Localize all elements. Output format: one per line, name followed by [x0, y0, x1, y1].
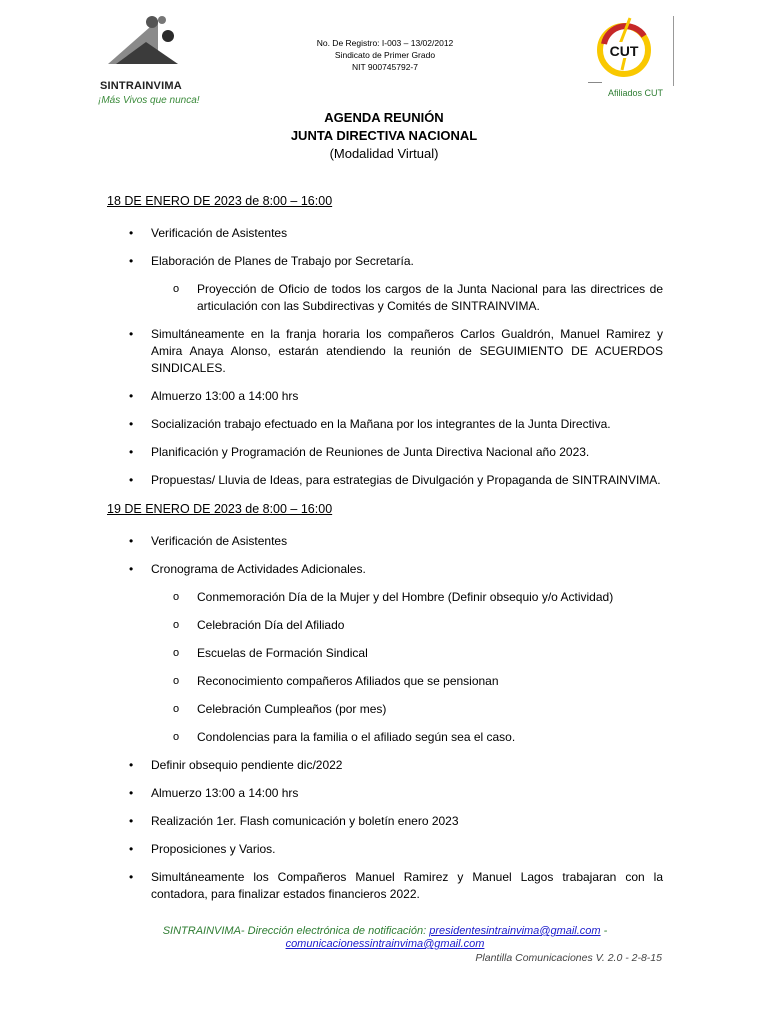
registro-number: No. De Registro: I-003 – 13/02/2012: [316, 38, 454, 48]
agenda-item: [107, 416, 663, 433]
agenda-item-text: Planificación y Programación de Reuniones de Junta Directiva Nacional año 2023.: [151, 445, 590, 459]
agenda-subitem: [107, 281, 663, 315]
agenda-item-text: Socialización trabajo efectuado en la Mañana por los integrantes de la Junta Directiva.: [151, 417, 611, 431]
footer-prefix: SINTRAINVIMA- Dirección electrónica de notificación:: [162, 925, 430, 937]
agenda-item: [107, 785, 663, 802]
agenda-item-text: Elaboración de Planes de Trabajo por Secretaría.: [151, 254, 414, 268]
header-vertical-rule: [673, 16, 674, 86]
dot-bullet-icon: •: [129, 842, 134, 856]
cut-dash: [588, 82, 602, 83]
dot-bullet-icon: •: [129, 870, 134, 884]
agenda-item-text: Escuelas de Formación Sindical: [197, 646, 368, 660]
cut-logo: [590, 14, 670, 84]
agenda-item-text: Propuestas/ Lluvia de Ideas, para estrategias de Divulgación y Propaganda de SINTRAINVIMA.: [151, 473, 661, 487]
agenda-item: [107, 813, 663, 830]
section-spacer: [107, 903, 663, 913]
section-spacer: [107, 489, 663, 499]
agenda-item-text: Proposiciones y Varios.: [151, 842, 276, 856]
circle-bullet-icon: o: [173, 703, 180, 715]
footer: [110, 925, 660, 951]
email-link-comunicaciones[interactable]: comunicacionessintrainvima@gmail.com: [285, 938, 485, 950]
cut-emblem-icon: [590, 14, 662, 80]
agenda-item: [107, 225, 663, 242]
agenda-subitem: [107, 645, 663, 662]
agenda-title: [0, 109, 768, 163]
title-line-2: JUNTA DIRECTIVA NACIONAL: [290, 128, 478, 143]
agenda-item: [107, 326, 663, 377]
agenda-item-text: Almuerzo 13:00 a 14:00 hrs: [151, 389, 299, 403]
dot-bullet-icon: •: [129, 786, 134, 800]
agenda-item: [107, 869, 663, 903]
agenda-item-text: Proyección de Oficio de todos los cargos de la Junta Nacional para las directrices de articulación con las Subdirectivas y Comités de SINTRAINVIMA.: [197, 282, 663, 313]
agenda-item-text: Almuerzo 13:00 a 14:00 hrs: [151, 786, 299, 800]
agenda-item-text: Condolencias para la familia o el afiliado según sea el caso.: [197, 730, 516, 744]
agenda-content: [107, 193, 663, 913]
agenda-item: [107, 561, 663, 578]
agenda-item: [107, 444, 663, 461]
day-heading: 18 DE ENERO DE 2023 de 8:00 – 16:00: [107, 194, 333, 208]
email-link-presidente[interactable]: presidentesintrainvima@gmail.com: [429, 925, 601, 937]
agenda-item-text: Cronograma de Actividades Adicionales.: [151, 562, 366, 576]
org-name: SINTRAINVIMA: [100, 80, 182, 92]
dot-bullet-icon: •: [129, 445, 134, 459]
agenda-item-text: Conmemoración Día de la Mujer y del Hombre (Definir obsequio y/o Actividad): [197, 590, 614, 604]
agenda-item: [107, 757, 663, 774]
dot-bullet-icon: •: [129, 473, 134, 487]
circle-bullet-icon: o: [173, 283, 180, 295]
agenda-item-text: Celebración Cumpleaños (por mes): [197, 702, 387, 716]
dot-bullet-icon: •: [129, 327, 134, 341]
title-line-3: (Modalidad Virtual): [329, 146, 439, 161]
agenda-subitem: [107, 617, 663, 634]
agenda-item-text: Reconocimiento compañeros Afiliados que se pensionan: [197, 674, 499, 688]
agenda-subitem: [107, 589, 663, 606]
agenda-item-text: Simultáneamente los Compañeros Manuel Ramirez y Manuel Lagos trabajaran con la contadora, para finalizar estados financieros 2022.: [151, 870, 663, 901]
dot-bullet-icon: •: [129, 758, 134, 772]
dot-bullet-icon: •: [129, 417, 134, 431]
dot-bullet-icon: •: [129, 562, 134, 576]
org-slogan: ¡Más Vivos que nunca!: [98, 95, 200, 106]
footer-separator: -: [600, 925, 608, 937]
cut-logo-text: CUT: [609, 43, 639, 59]
template-version: Plantilla Comunicaciones V. 2.0 - 2-8-15: [475, 952, 662, 964]
circle-bullet-icon: o: [173, 675, 180, 687]
agenda-subitem: [107, 729, 663, 746]
circle-bullet-icon: o: [173, 731, 180, 743]
day-heading: 19 DE ENERO DE 2023 de 8:00 – 16:00: [107, 502, 333, 516]
circle-bullet-icon: o: [173, 647, 180, 659]
agenda-subitem: [107, 701, 663, 718]
circle-bullet-icon: o: [173, 591, 180, 603]
dot-bullet-icon: •: [129, 814, 134, 828]
agenda-item-text: Verificación de Asistentes: [151, 534, 288, 548]
dot-bullet-icon: •: [129, 534, 134, 548]
sintrainvima-figures-icon: [102, 14, 182, 78]
agenda-subitem: [107, 673, 663, 690]
agenda-item: [107, 388, 663, 405]
agenda-item: [107, 841, 663, 858]
dot-bullet-icon: •: [129, 226, 134, 240]
registration-info: [290, 37, 480, 73]
nit-number: NIT 900745792-7: [351, 62, 418, 72]
circle-bullet-icon: o: [173, 619, 180, 631]
agenda-item-text: Realización 1er. Flash comunicación y boletín enero 2023: [151, 814, 459, 828]
agenda-item: [107, 253, 663, 270]
agenda-item: [107, 533, 663, 550]
agenda-item-text: Verificación de Asistentes: [151, 226, 288, 240]
cut-caption: Afiliados CUT: [608, 88, 664, 98]
agenda-item-text: Simultáneamente en la franja horaria los compañeros Carlos Gualdrón, Manuel Ramirez y Amira Anaya Alonso, estarán atendiendo la reunión de SEGUIMIENTO DE ACUERDOS SINDICALES.: [151, 327, 663, 375]
title-line-1: AGENDA REUNIÓN: [324, 110, 444, 125]
agenda-item-text: Celebración Día del Afiliado: [197, 618, 345, 632]
agenda-item: [107, 472, 663, 489]
sindicato-type: Sindicato de Primer Grado: [334, 50, 436, 60]
agenda-item-text: Definir obsequio pendiente dic/2022: [151, 758, 343, 772]
dot-bullet-icon: •: [129, 389, 134, 403]
dot-bullet-icon: •: [129, 254, 134, 268]
sintrainvima-logo: [96, 14, 206, 106]
